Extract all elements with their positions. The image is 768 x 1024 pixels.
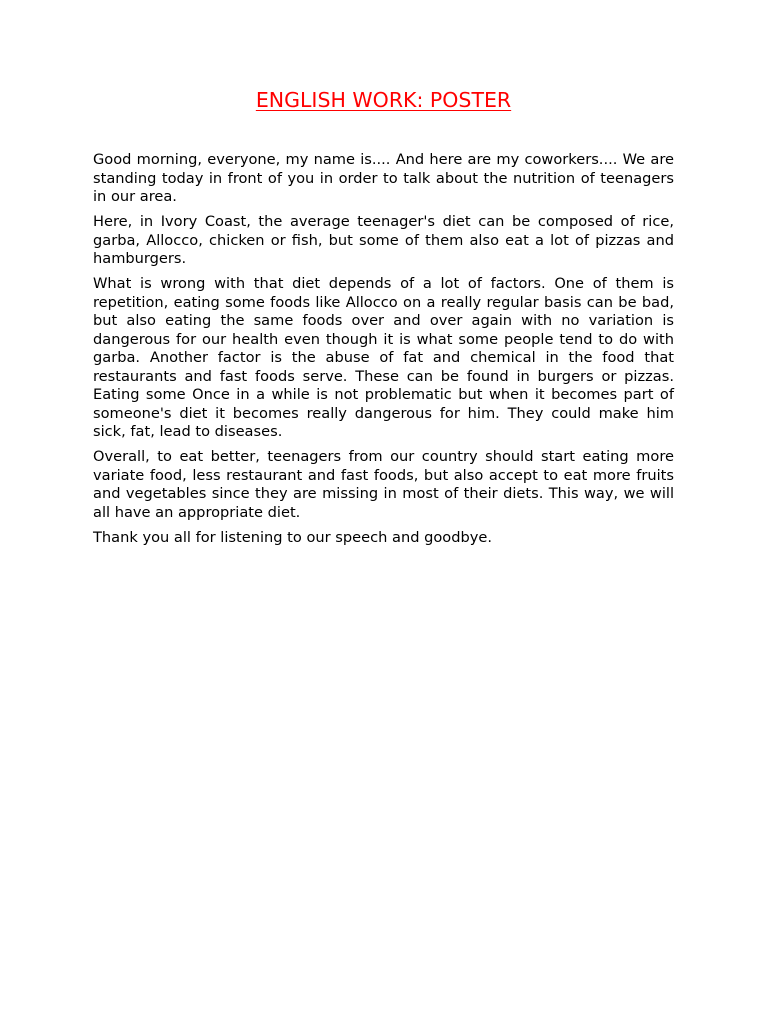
paragraph-problems: What is wrong with that diet depends of a lot of factors. One of them is repetition, eating some foods like Allocco on a really regular basis can be bad, but also eating the same foods over and over again with no variation is dangerous for our health even though it is what some people tend to do with garba. Another factor is the abuse of fat and chemical in the food that restaurants and fast foods serve. These can be found in burgers or pizzas. Eating some Once in a while is not problematic but when it becomes part of someone's diet it becomes really dangerous for him. They could make him sick, fat, lead to diseases. [93,275,674,440]
paragraph-closing: Thank you all for listening to our speech and goodbye. [93,528,493,546]
paragraph-intro: Good morning, everyone, my name is.... And here are my coworkers.... We are standing today in front of you in order to talk about the nutrition of teenagers in our area. [93,151,674,205]
document-title: ENGLISH WORK: POSTER [255,88,512,112]
paragraph-diet: Here, in Ivory Coast, the average teenager's diet can be composed of rice, garba, Allocco, chicken or fish, but some of them also eat a lot of pizzas and hamburgers. [93,213,674,267]
document-page [93,86,674,554]
paragraph-conclusion: Overall, to eat better, teenagers from our country should start eating more variate food, less restaurant and fast foods, but also accept to eat more fruits and vegetables since they are missing in most of their diets. This way, we will all have an appropriate diet. [93,448,674,521]
